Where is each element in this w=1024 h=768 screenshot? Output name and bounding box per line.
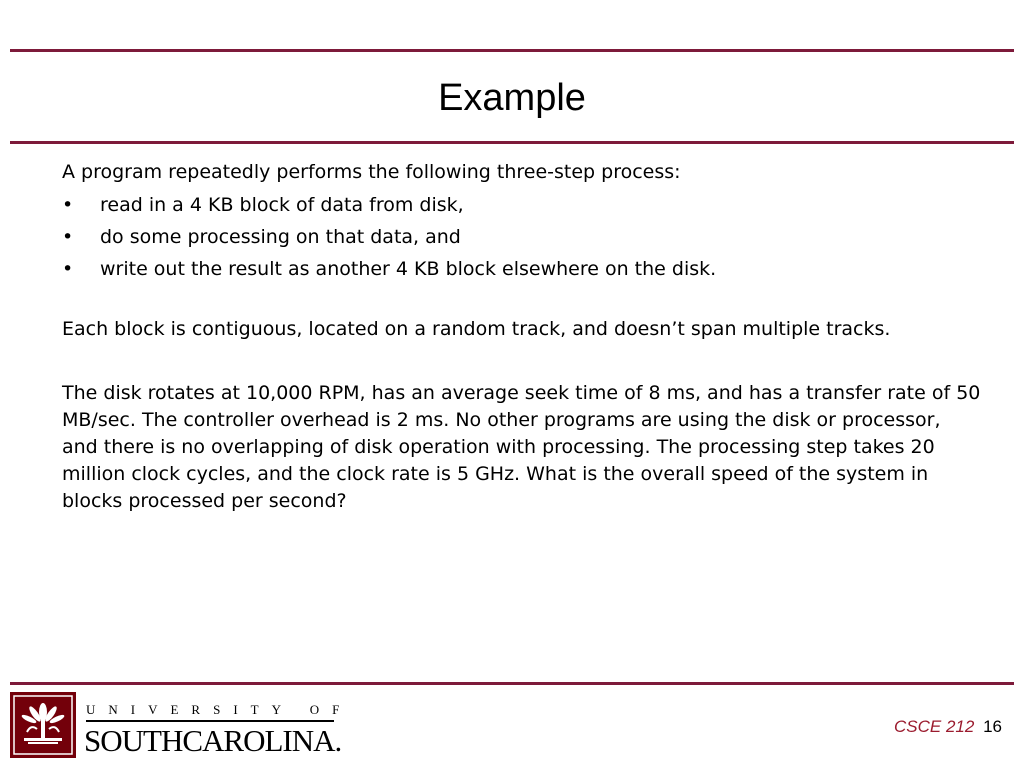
title-rule <box>10 141 1014 144</box>
bullet-text: read in a 4 KB block of data from disk, <box>100 194 464 216</box>
slide-content <box>62 159 982 515</box>
paragraph-block-layout: Each block is contiguous, located on a random track, and doesn’t span multiple tracks. <box>62 318 891 340</box>
palmetto-tree-icon <box>10 692 76 758</box>
paragraph-disk-specs: The disk rotates at 10,000 RPM, has an average seek time of 8 ms, and has a transfer rate of 50 MB/sec. The controller overhead is 2 ms. No other programs are using the disk or processor, and there is no overlapping of disk operation with processing. The processing step takes 20 million clock cycles, and the clock rate is 5 GHz. What is the overall speed of the system in blocks processed per second? <box>62 382 981 512</box>
bullet-list <box>62 192 982 283</box>
logo-university-text: UNIVERSITY OF <box>86 702 353 717</box>
bullet-icon: • <box>62 194 74 216</box>
page-number: 16 <box>983 717 1002 736</box>
footer-rule <box>10 682 1014 685</box>
logo-divider <box>86 720 334 722</box>
slide-title: Example <box>438 77 586 119</box>
university-logo <box>10 692 353 758</box>
top-rule <box>10 49 1014 52</box>
bullet-item <box>62 192 982 219</box>
palmetto-tree-icon-graphic <box>10 692 76 758</box>
footer-course-info <box>894 716 1002 738</box>
intro-text: A program repeatedly performs the following three-step process: <box>62 161 681 183</box>
bullet-item <box>62 256 982 283</box>
bullet-text: write out the result as another 4 KB block elsewhere on the disk. <box>100 258 717 280</box>
bullet-icon: • <box>62 258 74 280</box>
bullet-text: do some processing on that data, and <box>100 226 461 248</box>
bullet-icon: • <box>62 226 74 248</box>
logo-south-carolina-text: SOUTHCAROLINA. <box>84 723 342 758</box>
bullet-item <box>62 224 982 251</box>
course-code: CSCE 212 <box>894 717 975 736</box>
